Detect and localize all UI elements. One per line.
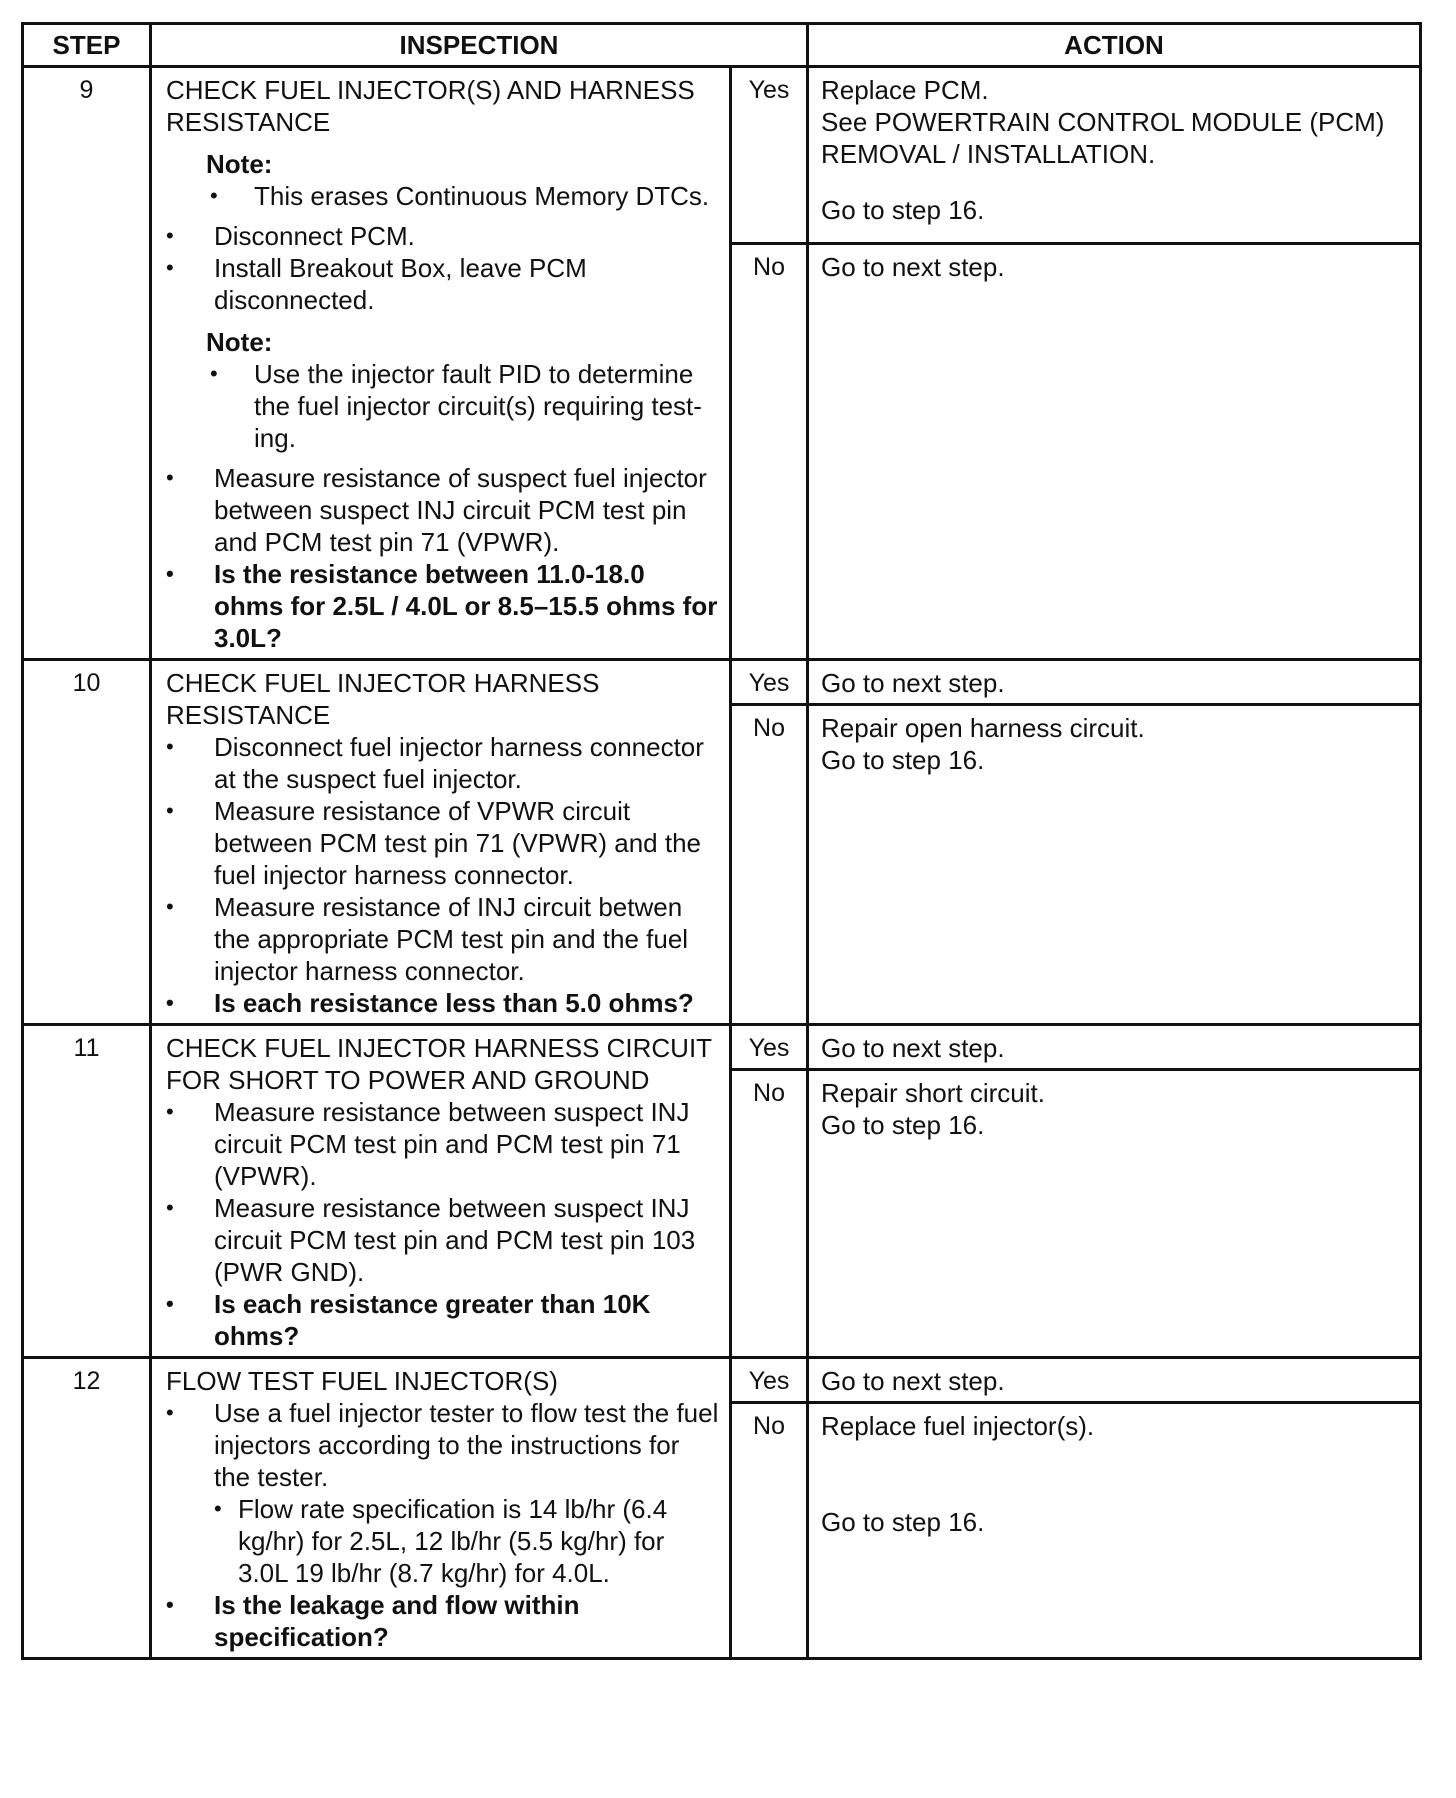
list-item: • Measure resistance of suspect fuel injector between suspect INJ circuit PCM test pin and PCM test pin 71 (VPWR). [166, 462, 719, 558]
action-line: Go to step 16. [821, 1110, 985, 1140]
inspection-title: CHECK FUEL INJECTOR HARNESS RESISTANCE [166, 668, 600, 730]
inspection-cell [151, 1025, 731, 1358]
yes-action [808, 1358, 1421, 1403]
list-item: • Disconnect fuel injector harness connector at the suspect fuel injector. [166, 731, 719, 795]
no-action [808, 244, 1421, 660]
action-line: See POWERTRAIN CONTROL MODULE (PCM) REMOVAL / INSTALLATION. [821, 107, 1385, 169]
yes-label: Yes [731, 660, 808, 705]
inspection-header: INSPECTION [151, 24, 808, 67]
note-label: Note: [206, 149, 273, 179]
note-item: • Use the injector fault PID to determine the fuel injector circuit(s) requiring test-ing. [206, 358, 719, 454]
question-item: • Is the leakage and flow within specification? [166, 1589, 719, 1653]
note-label: Note: [206, 327, 273, 357]
action-line: Repair open harness circuit. [821, 713, 1145, 743]
action-header: ACTION [808, 24, 1421, 67]
no-action [808, 1070, 1421, 1358]
action-line: Go to next step. [821, 1033, 1005, 1063]
no-label: No [731, 1070, 808, 1358]
list-item: • Disconnect PCM. [166, 220, 719, 252]
action-line: Go to next step. [821, 668, 1005, 698]
no-label: No [731, 705, 808, 1025]
step-number: 10 [23, 660, 151, 1025]
table-row [23, 1358, 1421, 1403]
list-item: • Measure resistance of INJ circuit betwen the appropriate PCM test pin and the fuel injector harness connector. [166, 891, 719, 987]
action-line: Go to next step. [821, 252, 1005, 282]
no-action [808, 705, 1421, 1025]
inspection-title: CHECK FUEL INJECTOR HARNESS CIRCUIT FOR SHORT TO POWER AND GROUND [166, 1033, 712, 1095]
sub-list-item: • Flow rate specification is 14 lb/hr (6.4 kg/hr) for 2.5L, 12 lb/hr (5.5 kg/hr) for 3.0L 19 lb/hr (8.7 kg/hr) for 4.0L. [214, 1493, 719, 1589]
yes-label: Yes [731, 1358, 808, 1403]
step-header: STEP [23, 24, 151, 67]
yes-action [808, 660, 1421, 705]
list-item-text: Use a fuel injector tester to flow test the fuel injectors according to the instructions for the tester. [214, 1398, 719, 1492]
step-number: 9 [23, 67, 151, 660]
yes-action [808, 1025, 1421, 1070]
question-item: • Is each resistance greater than 10K ohms? [166, 1288, 719, 1352]
header-row [23, 24, 1421, 67]
inspection-cell [151, 660, 731, 1025]
diagnostic-table [21, 22, 1422, 1660]
action-line: Go to next step. [821, 1366, 1005, 1396]
inspection-cell [151, 67, 731, 660]
action-line: Go to step 16. [821, 195, 985, 225]
action-line: Replace fuel injector(s). [821, 1411, 1095, 1441]
action-line: Replace PCM. [821, 75, 989, 105]
table-row [23, 67, 1421, 244]
action-line: Go to step 16. [821, 1507, 985, 1537]
no-label: No [731, 244, 808, 660]
note-item: • This erases Continuous Memory DTCs. [206, 180, 719, 212]
list-item: • Install Breakout Box, leave PCM disconnected. [166, 252, 719, 316]
yes-action [808, 67, 1421, 244]
step-number: 11 [23, 1025, 151, 1358]
action-line: Repair short circuit. [821, 1078, 1045, 1108]
list-item: • Measure resistance between suspect INJ circuit PCM test pin and PCM test pin 103 (PWR GND). [166, 1192, 719, 1288]
question-item: • Is the resistance between 11.0-18.0 ohms for 2.5L / 4.0L or 8.5–15.5 ohms for 3.0L? [166, 558, 719, 654]
list-item: • Measure resistance between suspect INJ circuit PCM test pin and PCM test pin 71 (VPWR). [166, 1096, 719, 1192]
table-row [23, 660, 1421, 705]
inspection-cell [151, 1358, 731, 1659]
inspection-title: CHECK FUEL INJECTOR(S) AND HARNESS RESISTANCE [166, 75, 695, 137]
step-number: 12 [23, 1358, 151, 1659]
inspection-title: FLOW TEST FUEL INJECTOR(S) [166, 1366, 558, 1396]
list-item: • Measure resistance of VPWR circuit between PCM test pin 71 (VPWR) and the fuel injector harness connector. [166, 795, 719, 891]
note-block [206, 326, 719, 454]
yes-label: Yes [731, 1025, 808, 1070]
no-label: No [731, 1403, 808, 1659]
action-line: Go to step 16. [821, 745, 985, 775]
list-item [166, 1397, 719, 1589]
no-action [808, 1403, 1421, 1659]
table-row [23, 1025, 1421, 1070]
yes-label: Yes [731, 67, 808, 244]
note-block [206, 148, 719, 212]
question-item: • Is each resistance less than 5.0 ohms? [166, 987, 719, 1019]
